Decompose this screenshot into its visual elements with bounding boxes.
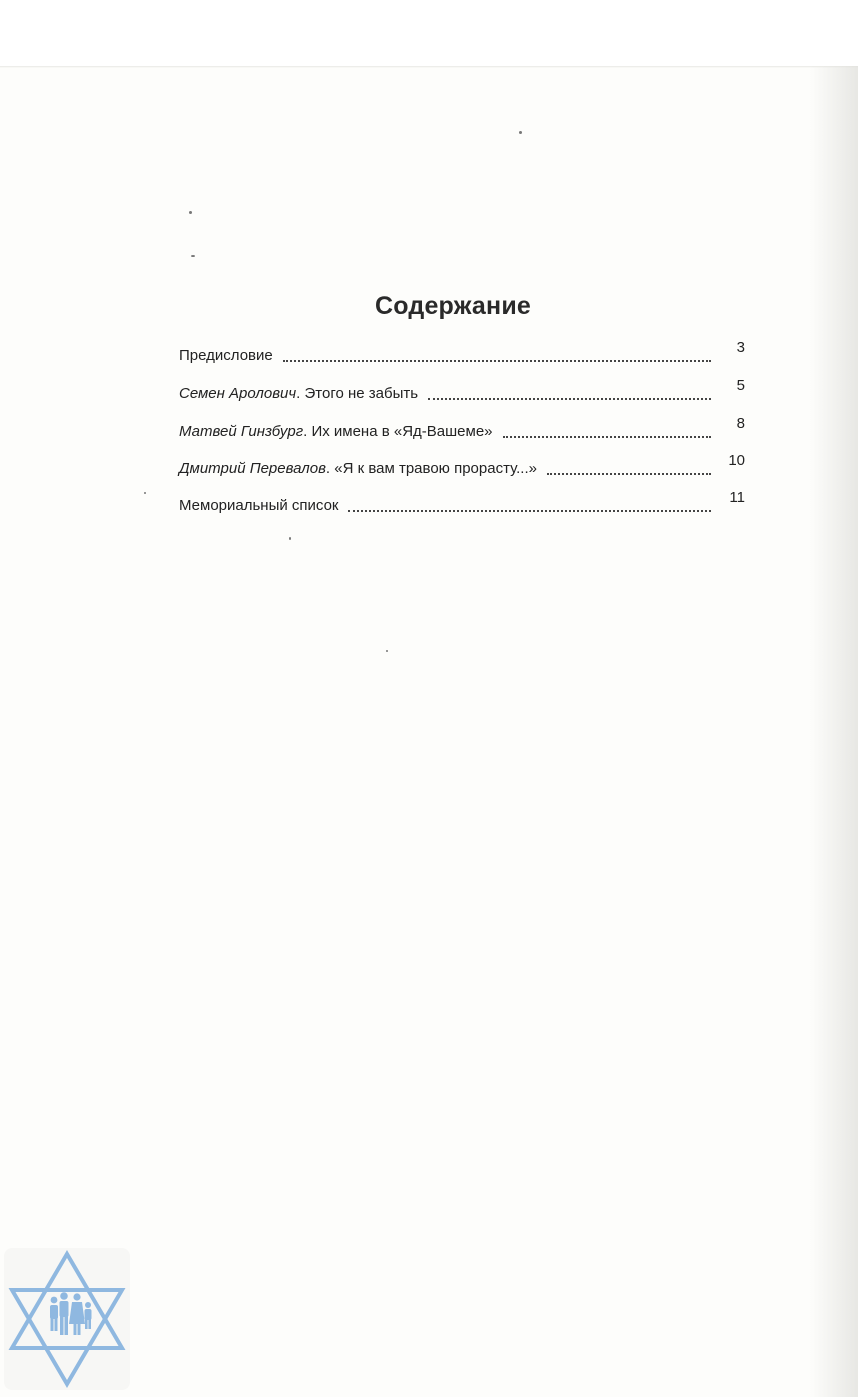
page-edge — [0, 66, 858, 68]
toc-entry-text — [179, 459, 537, 479]
toc-entry-title: Мемориальный список — [179, 497, 339, 514]
toc-page-number: 5 — [736, 377, 745, 394]
toc-page-number: 3 — [736, 339, 745, 356]
scan-speck — [519, 131, 522, 134]
scan-speck — [289, 537, 291, 540]
toc-entry — [179, 489, 745, 516]
toc-leader-dots — [547, 472, 711, 475]
toc-leader-dots — [283, 359, 711, 362]
toc-title: Содержание — [374, 292, 532, 320]
toc-entry-separator: . — [296, 385, 305, 402]
toc-leader-dots — [503, 435, 711, 438]
toc-entry-text — [179, 422, 493, 442]
toc-entry-author: Дмитрий Перевалов — [179, 460, 326, 477]
toc-entry-title: Этого не забыть — [304, 385, 419, 402]
toc-entry — [179, 452, 745, 479]
toc-page-number: 10 — [728, 452, 745, 469]
toc-entry-text — [179, 346, 273, 366]
toc-entry-text — [179, 384, 418, 404]
toc-entry-separator: . — [325, 460, 335, 477]
scan-speck — [386, 650, 388, 652]
toc-entry-title: Их имена в «Яд-Вашеме» — [311, 423, 493, 440]
toc-entry-text — [179, 496, 338, 516]
toc-entry-title: Предисловие — [179, 347, 273, 364]
scan-speck — [189, 211, 192, 214]
logo-graphic — [4, 1248, 130, 1390]
toc-leader-dots — [428, 397, 711, 400]
page-shadow — [810, 66, 858, 1397]
toc-entry-title: «Я к вам травою прорасту...» — [334, 460, 537, 477]
scan-speck — [191, 255, 195, 257]
toc-entry — [179, 415, 745, 442]
family-figures — [50, 1292, 92, 1335]
star-of-david-family-icon — [4, 1248, 130, 1390]
toc-entry-author: Матвей Гинзбург — [179, 423, 304, 440]
toc-entry — [179, 377, 745, 404]
scan-speck — [144, 492, 146, 494]
toc-leader-dots — [348, 509, 711, 512]
toc-page-number: 11 — [729, 489, 745, 506]
toc-entry-author: Семен Аролович — [179, 385, 297, 402]
toc-page-number: 8 — [736, 415, 745, 432]
toc-entry — [179, 339, 745, 366]
toc-entry-separator: . — [303, 423, 312, 440]
scan-margin — [0, 0, 858, 66]
